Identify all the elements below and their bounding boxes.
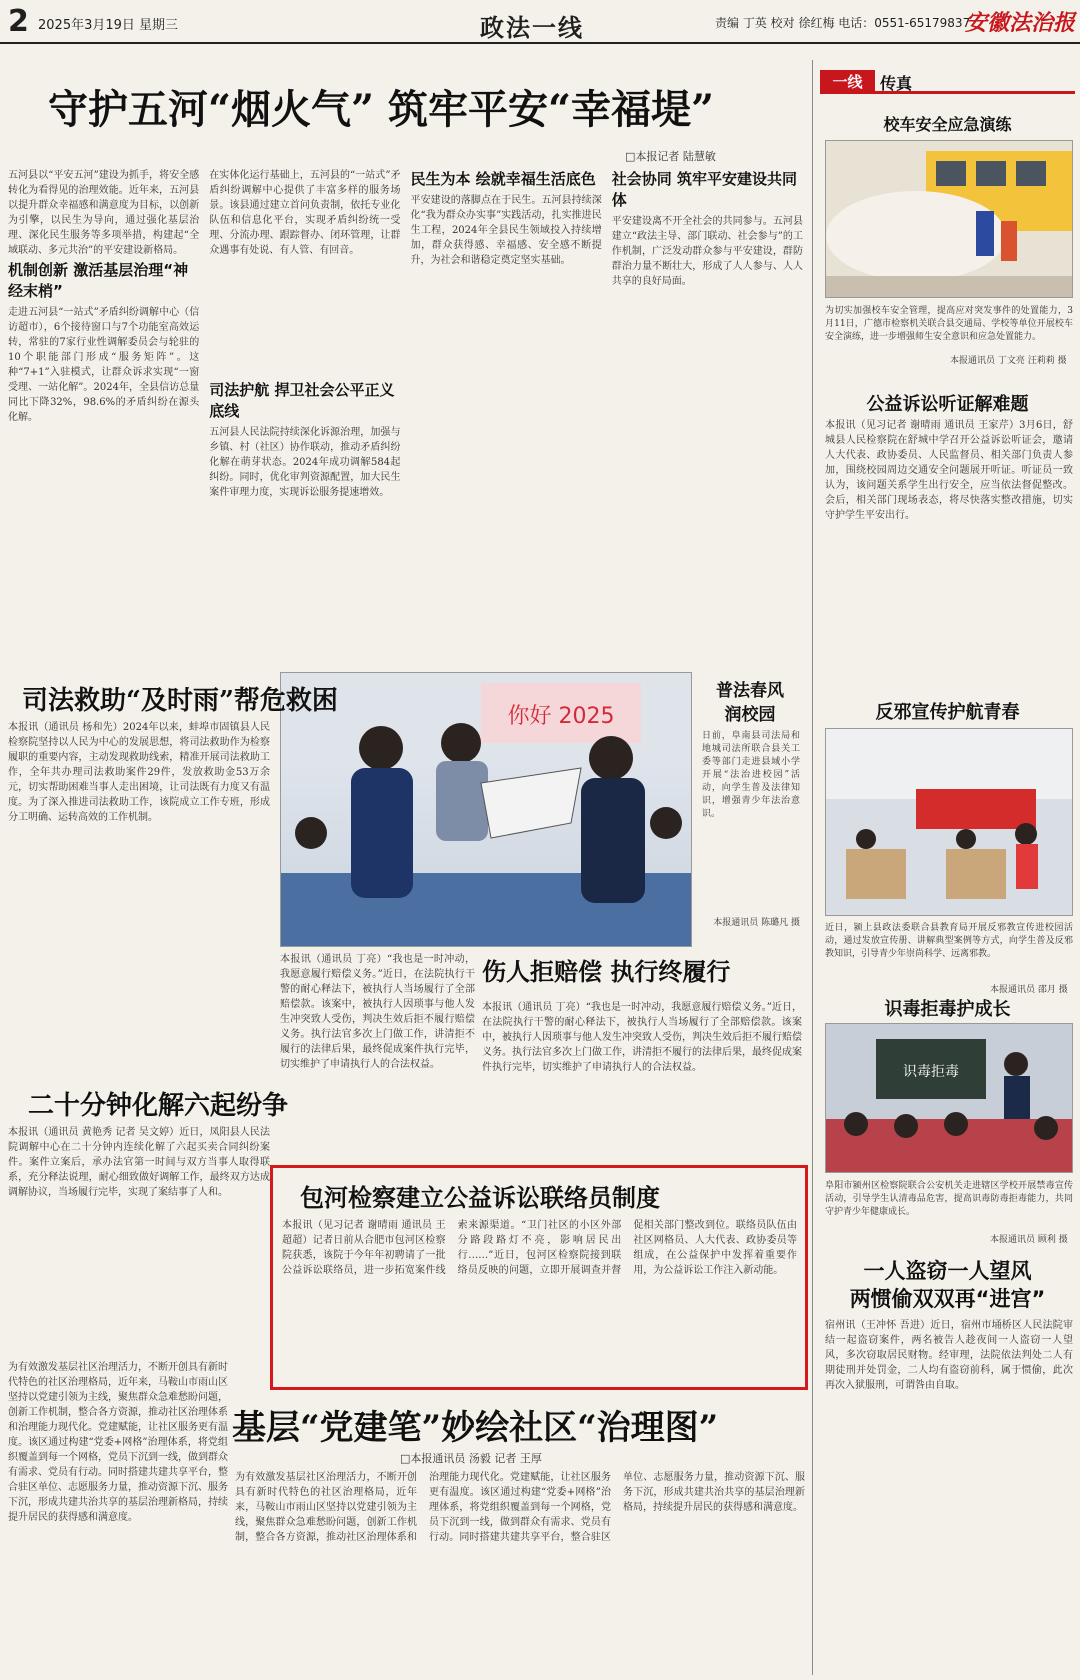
anti-cult-caption: 近日，颍上县政法委联合县教育局开展反邪教宣传进校园活动，通过发放宣传册、讲解典型案例等方式，向学生普及反邪教知识，引导青少年崇尚科学、远离邪教。 [825, 923, 1073, 959]
main-para: 五河县以“平安五河”建设为抓手，将安全感转化为看得见的治理效能。近年来，五河县以提升群众幸福感和满意度为目标，以创新为引擎，以民生为导向，通过强化基层治理、深化民生服务等多项举措，构建起“全域联动、多元共治”的平安建设新格局。 [8, 170, 200, 255]
sifa-headline: 司法救助“及时雨”帮危救困 [22, 686, 338, 716]
theft-title-1: 一人盗窃一人望风 [863, 1259, 1032, 1283]
bus-drill-title: 校车安全应急演练 [883, 115, 1012, 134]
ershi-headline: 二十分钟化解六起纷争 [28, 1091, 289, 1121]
anti-drug-credit: 本报通讯员 顾利 摄 [990, 1235, 1068, 1245]
photo-title-2: 润校园 [724, 705, 776, 725]
main-col-1 [8, 168, 199, 688]
anti-drug-photo [825, 1023, 1073, 1173]
main-col-3 [411, 168, 602, 688]
main-subhead: 民生为本 绘就幸福生活底色 [410, 170, 596, 188]
bus-drill-caption: 为切实加强校车安全管理，提高应对突发事件的处置能力，3月11日，广德市检察机关联合县交通局、学校等单位开展校车安全演练，进一步增强师生安全意识和应急处置能力。 [825, 306, 1073, 342]
anti-cult-title: 反邪宣传护航青春 [875, 702, 1020, 723]
sidebar-title: 传真 [880, 74, 913, 93]
anti-cult-credit: 本报通讯员 邵月 摄 [990, 985, 1068, 995]
jiceng-headline: 基层“党建笔”妙绘社区“治理图” [232, 1408, 719, 1448]
anti-cult-photo [825, 728, 1073, 916]
main-byline: □本报记者 陆慧敏 [625, 150, 716, 163]
main-headline: 守护五河“烟火气” 筑牢平安“幸福堤” [48, 86, 714, 133]
photo-title-1: 普法春风 [716, 681, 784, 701]
school-photo [280, 672, 692, 947]
shang-headline: 伤人拒赔偿 执行终履行 [482, 957, 731, 986]
ershi-body: 本报讯（通讯员 黄艳秀 记者 吴文婷）近日，凤阳县人民法院调解中心在二十分钟内连续化解了六起买卖合同纠纷案件。案件立案后，承办法官第一时间与双方当事人取得联系，充分释法说理，耐心细致做好调解工作，最终双方达成调解协议，当场履行完毕，实现了案结事了人和。 [8, 1127, 270, 1198]
main-para: 平安建设离不开全社会的共同参与。五河县建立“政法主导、部门联动、社会参与”的工作机制，广泛发动群众参与平安建设，群防群治力量不断壮大，形成了人人参与、人人共享的良好局面。 [611, 216, 803, 287]
anti-drug-caption: 阜阳市颍州区检察院联合公安机关走进辖区学校开展禁毒宣传活动，引导学生认清毒品危害，提高识毒防毒拒毒能力，共同守护青少年健康成长。 [825, 1181, 1073, 1217]
baohe-headline: 包河检察建立公益诉讼联络员制度 [300, 1183, 660, 1212]
page-number: 2 [8, 4, 29, 39]
photo-credit: 本报通讯员 陈璐凡 摄 [713, 918, 800, 928]
sifa-body: 本报讯（通讯员 杨和先）2024年以来，蚌埠市固镇县人民检察院坚持以人民为中心的发展思想，将司法救助作为检察履职的重要内容，主动发现救助线索，精准开展司法救助工作，全年共办理司法救助案件29件，发放救助金53万余元，切实帮助困难当事人走出困境，让司法既有力度又有温度。为了深入推进司法救助工作，该院成立工作专班，形成分工明确、运转高效的工作机制。 [8, 722, 270, 823]
bus-drill-credit: 本报通讯员 丁文亮 汪莉莉 摄 [950, 356, 1067, 366]
section-title: 政法一线 [480, 13, 584, 42]
main-subhead: 机制创新 激活基层治理“神经末梢” [8, 261, 189, 300]
photo-banner-text: 你好 2025 [507, 704, 615, 729]
issue-date: 2025年3月19日 星期三 [38, 18, 179, 33]
shang-body-col1: 本报讯（通讯员 丁亮）“我也是一时冲动，我愿意履行赔偿义务。”近日，在法院执行干警的耐心释法下，被执行人当场履行了全部赔偿款。该案中，被执行人因琐事与他人发生冲突致人受伤，判决生效后拒不履行赔偿义务。执行法官多次上门做工作，讲清拒不履行的法律后果，最终促成案件执行完毕，切实维护了申请执行人的合法权益。 [280, 954, 475, 1070]
baohe-body: 本报讯（见习记者 谢晴雨 通讯员 王超超）记者日前从合肥市包河区检察院获悉，该院于今年年初聘请了一批公益诉讼联络员，进一步拓宽案件线索来源渠道。“卫门社区的小区外部分路段路灯不亮，影响居民出行……”近日，包河区检察院接到联络员反映的问题，立即开展调查并督促相关部门整改到位。联络员队伍由社区网格员、人大代表、政协委员等组成，在公益保护中发挥着重要作用，为公益诉讼工作注入新动能。 [282, 1220, 797, 1276]
photo-caption: 日前，阜南县司法局和地城司法所联合县关工委等部门走进县域小学开展“法治进校园”活动，向学生普及法律知识，增强青少年法治意识。 [702, 731, 800, 819]
jiceng-body: 为有效激发基层社区治理活力，不断开创具有新时代特色的社区治理格局，近年来，马鞍山市雨山区坚持以党建引领为主线，聚焦群众急难愁盼问题，创新工作机制，整合各方资源，推动社区治理体系和治理能力现代化。党建赋能，让社区服务更有温度。该区通过构建“党委+网格”治理体系，将党组织覆盖到每一个网格，党员下沉到一线，做到群众有需求、党员有行动。同时搭建共建共享平台，整合驻区单位、志愿服务力量，推动资源下沉、服务下沉，形成共建共治共享的基层治理新格局，持续提升居民的获得感和满意度。 [235, 1472, 805, 1543]
main-para: 平安建设的落脚点在于民生。五河县持续深化“我为群众办实事”实践活动，扎实推进民生工程，2024年全县民生领域投入持续增加，群众获得感、幸福感、安全感不断提升，为社会和谐稳定奠定坚实基础。 [410, 195, 602, 266]
editor-line: 责编 丁英 校对 徐红梅 电话：0551-65179837 [715, 16, 971, 30]
main-col-4 [612, 168, 803, 688]
theft-title-2: 两惯偷双双再“进宫” [849, 1287, 1046, 1311]
shang-body-col2: 本报讯（通讯员 丁亮）“我也是一时冲动，我愿意履行赔偿义务。”近日，在法院执行干警的耐心释法下，被执行人当场履行了全部赔偿款。该案中，被执行人因琐事与他人发生冲突致人受伤，判决生效后拒不履行赔偿义务。执行法官多次上门做工作，讲清拒不履行的法律后果，最终促成案件执行完毕，切实维护了申请执行人的合法权益。 [482, 1002, 802, 1073]
jiceng-body-left: 为有效激发基层社区治理活力，不断开创具有新时代特色的社区治理格局，近年来，马鞍山市雨山区坚持以党建引领为主线，聚焦群众急难愁盼问题，创新工作机制，整合各方资源，推动社区治理体系和治理能力现代化。党建赋能，让社区服务更有温度。该区通过构建“党委+网格”治理体系，将党组织覆盖到每一个网格，党员下沉到一线，做到群众有需求、党员有行动。同时搭建共建共享平台，整合驻区单位、志愿服务力量，推动资源下沉、服务下沉，形成共建共治共享的基层治理新格局，持续提升居民的获得感和满意度。 [8, 1362, 228, 1523]
main-para: 走进五河县“一站式”矛盾纠纷调解中心（信访超市），6个接待窗口与7个功能室高效运转，常驻的7家行业性调解委员会与轮驻的10个职能部门形成“服务矩阵”。这种“7+1”入驻模式，让群众诉求实现“一窗受理、一站化解”。2024年，全县信访总量同比下降32%，98.6%的矛盾纠纷在源头化解。 [8, 307, 200, 423]
board-text: 识毒拒毒 [903, 1064, 959, 1080]
main-subhead: 社会协同 筑牢平安建设共同体 [611, 170, 797, 209]
newspaper-logo: 安徽法治报 [965, 10, 1076, 36]
main-col-2 [209, 168, 400, 688]
column-divider [812, 60, 813, 1675]
anti-drug-title: 识毒拒毒护成长 [884, 999, 1011, 1020]
bus-drill-photo [825, 140, 1073, 298]
hearing-body: 本报讯（见习记者 谢晴雨 通讯员 王家芹）3月6日，舒城县人民检察院在舒城中学召开公益诉讼听证会，邀请人大代表、政协委员、人民监督员、相关部门负责人参加，围绕校园周边交通安全问题展开听证。听证员一致认为，该问题关系学生出行安全，应当依法督促整改。会后，相关部门现场表态，将尽快落实整改措施，切实守护学生平安出行。 [825, 420, 1073, 521]
main-para: 五河县人民法院持续深化诉源治理，加强与乡镇、村（社区）协作联动，推动矛盾纠纷化解在萌芽状态。2024年成功调解584起纠纷。同时，优化审判资源配置，加大民生案件审理力度，实现诉讼服务提速增效。 [209, 426, 401, 498]
theft-body: 宿州讯（王冲怀 吾进）近日，宿州市埇桥区人民法院审结一起盗窃案件，两名被告人趁夜间一人盗窃一人望风，多次窃取居民财物。经审理，法院依法判处二人有期徒刑并处罚金，二人均有盗窃前科，属于惯偷，此次再次入狱服刑，可谓咎由自取。 [825, 1320, 1073, 1391]
sidebar-tag: 一线 [820, 70, 875, 94]
jiceng-byline: □本报通讯员 汤毅 记者 王厚 [400, 1452, 542, 1465]
main-para: 在实体化运行基础上，五河县的“一站式”矛盾纠纷调解中心提供了丰富多样的服务场景。该县通过建立首问负责制，依托专业化队伍和信息化平台，实现矛盾纠纷统一受理、分流办理、跟踪督办、闭环管理，让群众遇事有处说、有人管、有回音。 [209, 170, 401, 256]
hearing-title: 公益诉讼听证解难题 [866, 394, 1029, 415]
main-subhead: 司法护航 捍卫社会公平正义底线 [209, 380, 395, 420]
main-article [8, 168, 803, 688]
